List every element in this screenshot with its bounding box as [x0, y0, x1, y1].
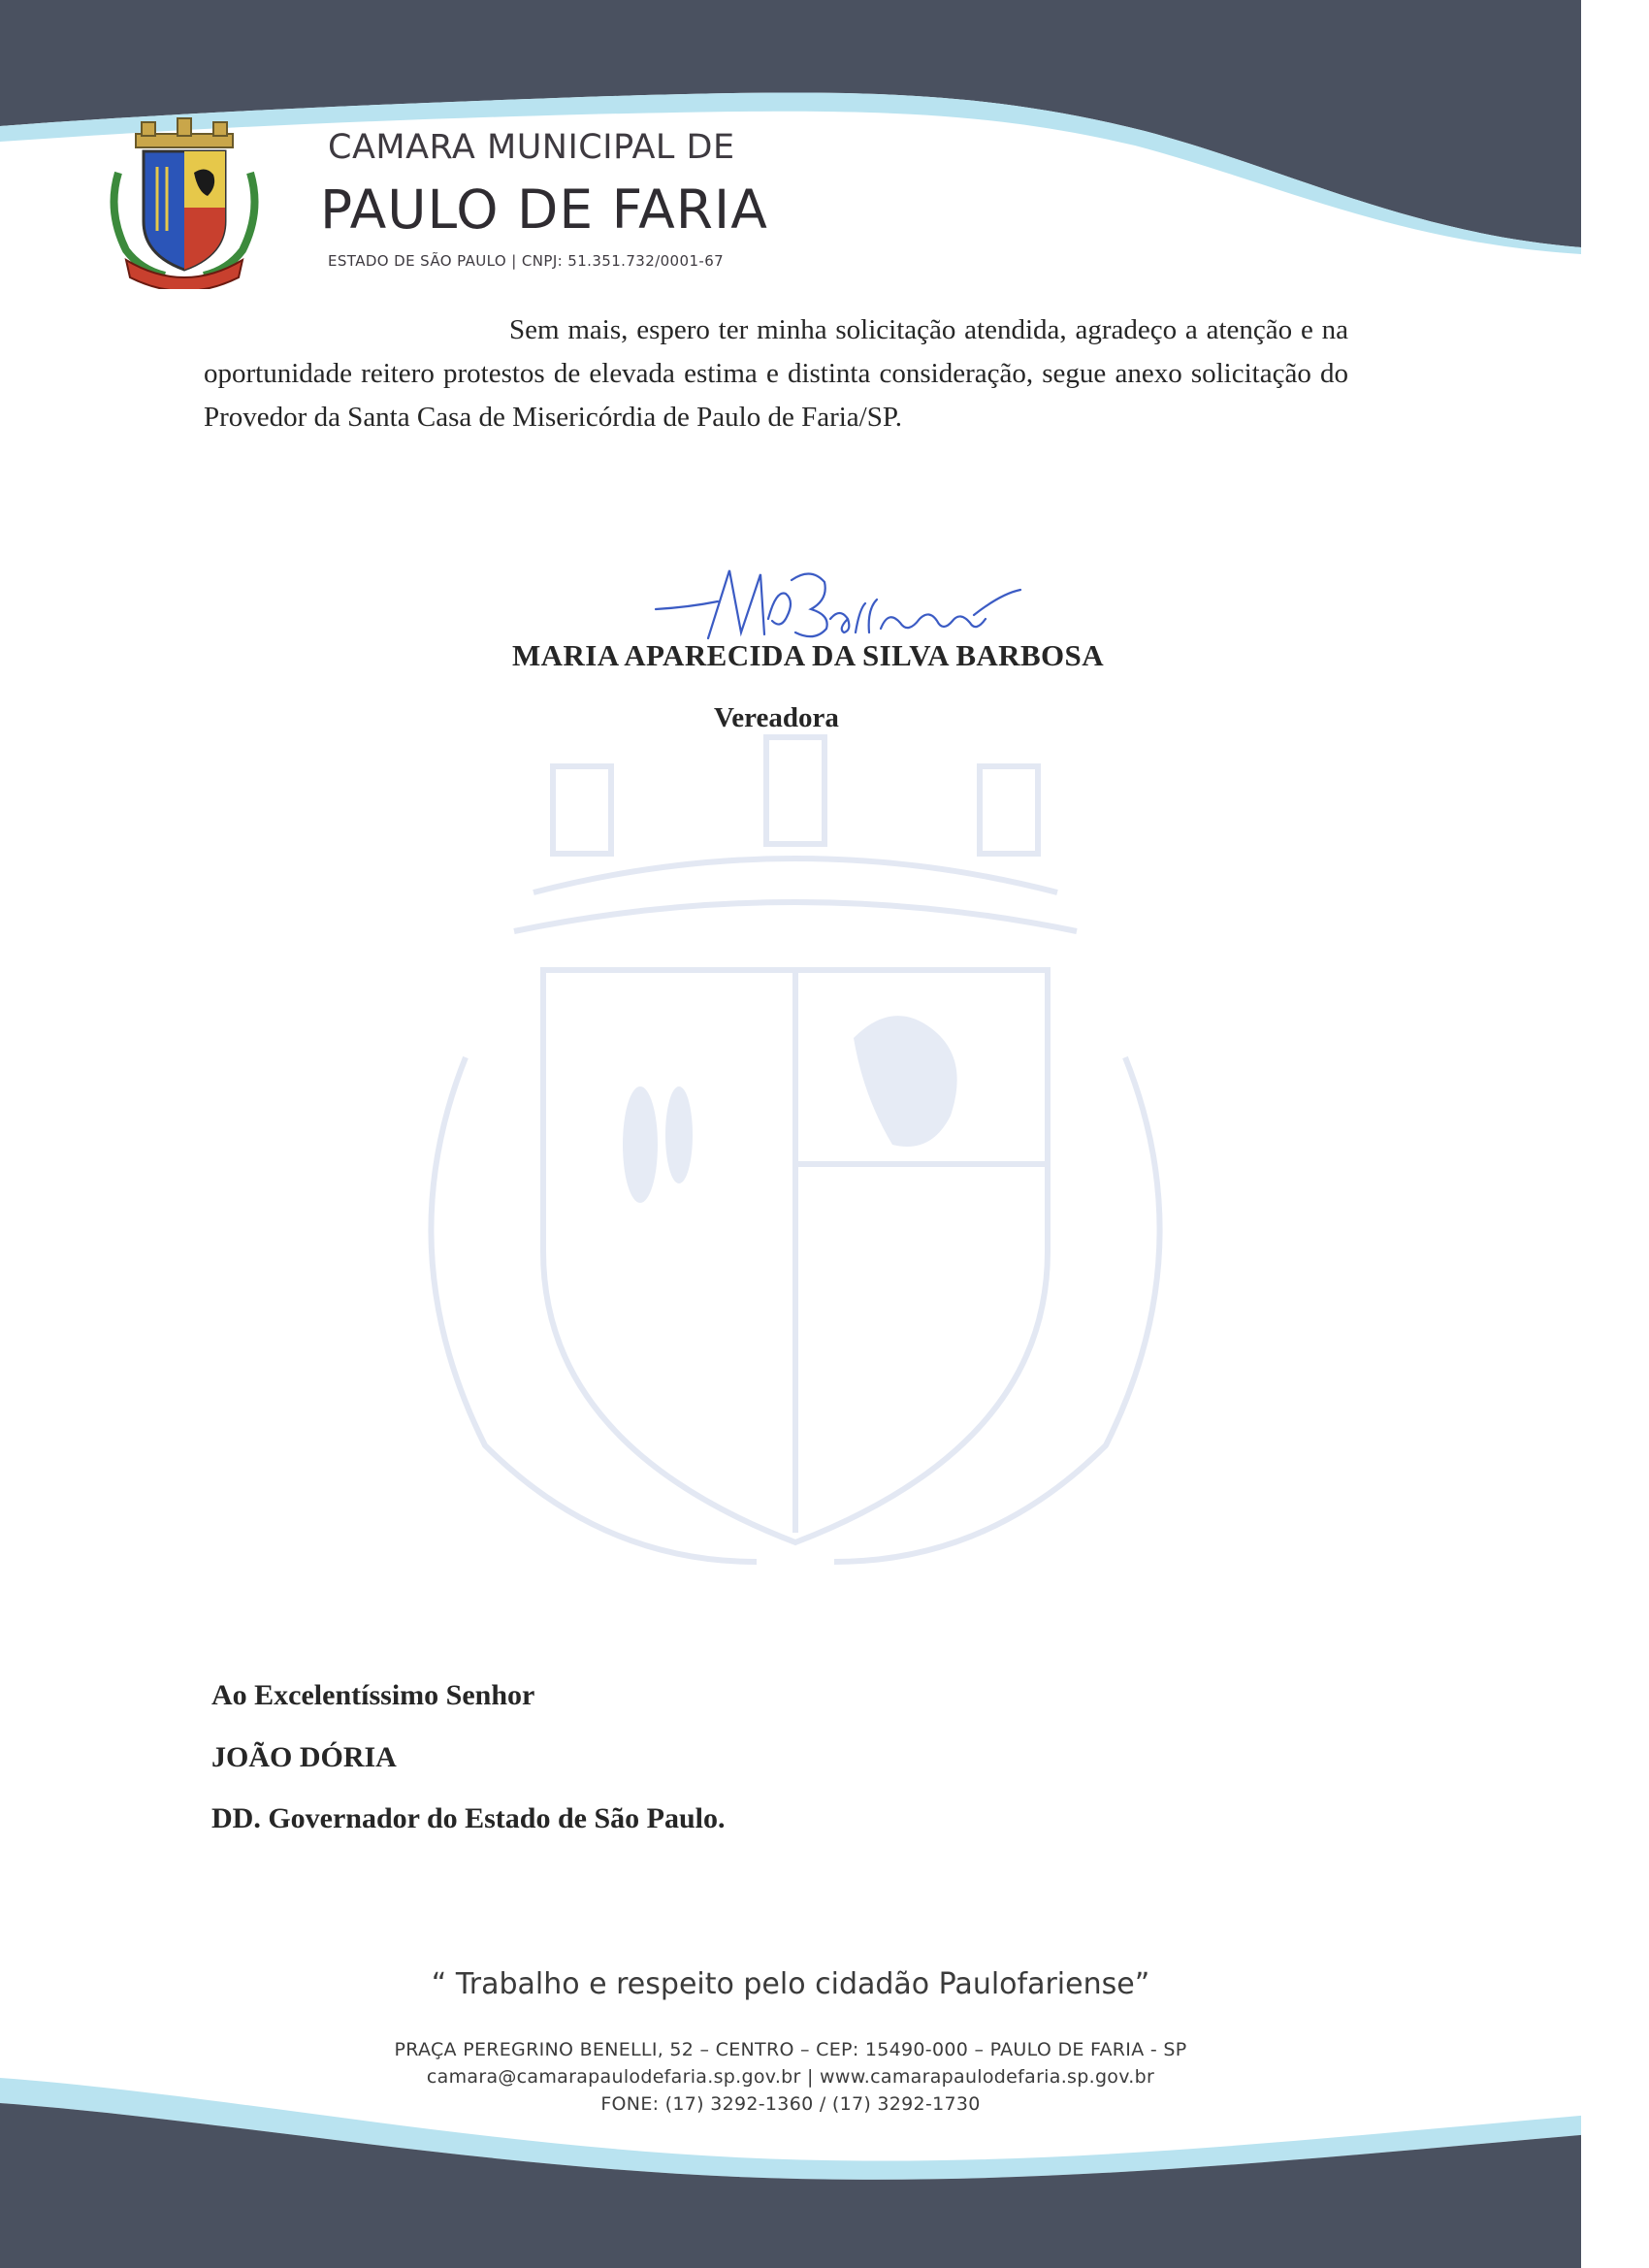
- institution-state-cnpj: ESTADO DE SÃO PAULO | CNPJ: 51.351.732/0001-67: [328, 252, 725, 270]
- municipal-crest-logo: [97, 114, 272, 289]
- signatory-name: MARIA APARECIDA DA SILVA BARBOSA: [512, 638, 1104, 672]
- recipient-salutation: Ao Excelentíssimo Senhor: [211, 1679, 535, 1711]
- page-margin: [1581, 0, 1649, 2268]
- recipient-title: DD. Governador do Estado de São Paulo.: [211, 1802, 726, 1834]
- recipient-name: JOÃO DÓRIA: [211, 1741, 397, 1773]
- coat-of-arms-watermark: [349, 708, 1242, 1601]
- footer-phone: FONE: (17) 3292-1360 / (17) 3292-1730: [600, 2093, 981, 2115]
- signatory-role: Vereadora: [714, 702, 839, 733]
- footer-motto: “ Trabalho e respeito pelo cidadão Paulofariense”: [431, 1967, 1150, 2001]
- footer-contact: camara@camarapaulodefaria.sp.gov.br | www.camarapaulodefaria.sp.gov.br: [426, 2066, 1155, 2088]
- institution-name-line2: PAULO DE FARIA: [320, 178, 768, 241]
- closing-paragraph: Sem mais, espero ter minha solicitação atendida, agradeço a atenção e na oportunidade reitero protestos de elevada estima e distinta consideração, segue anexo solicitação do Provedor da Santa Casa de Misericórdia de Paulo de Faria/SP.: [204, 314, 1348, 433]
- footer-address: PRAÇA PEREGRINO BENELLI, 52 – CENTRO – CEP: 15490-000 – PAULO DE FARIA - SP: [394, 2039, 1187, 2060]
- institution-name-line1: CAMARA MUNICIPAL DE: [328, 128, 735, 167]
